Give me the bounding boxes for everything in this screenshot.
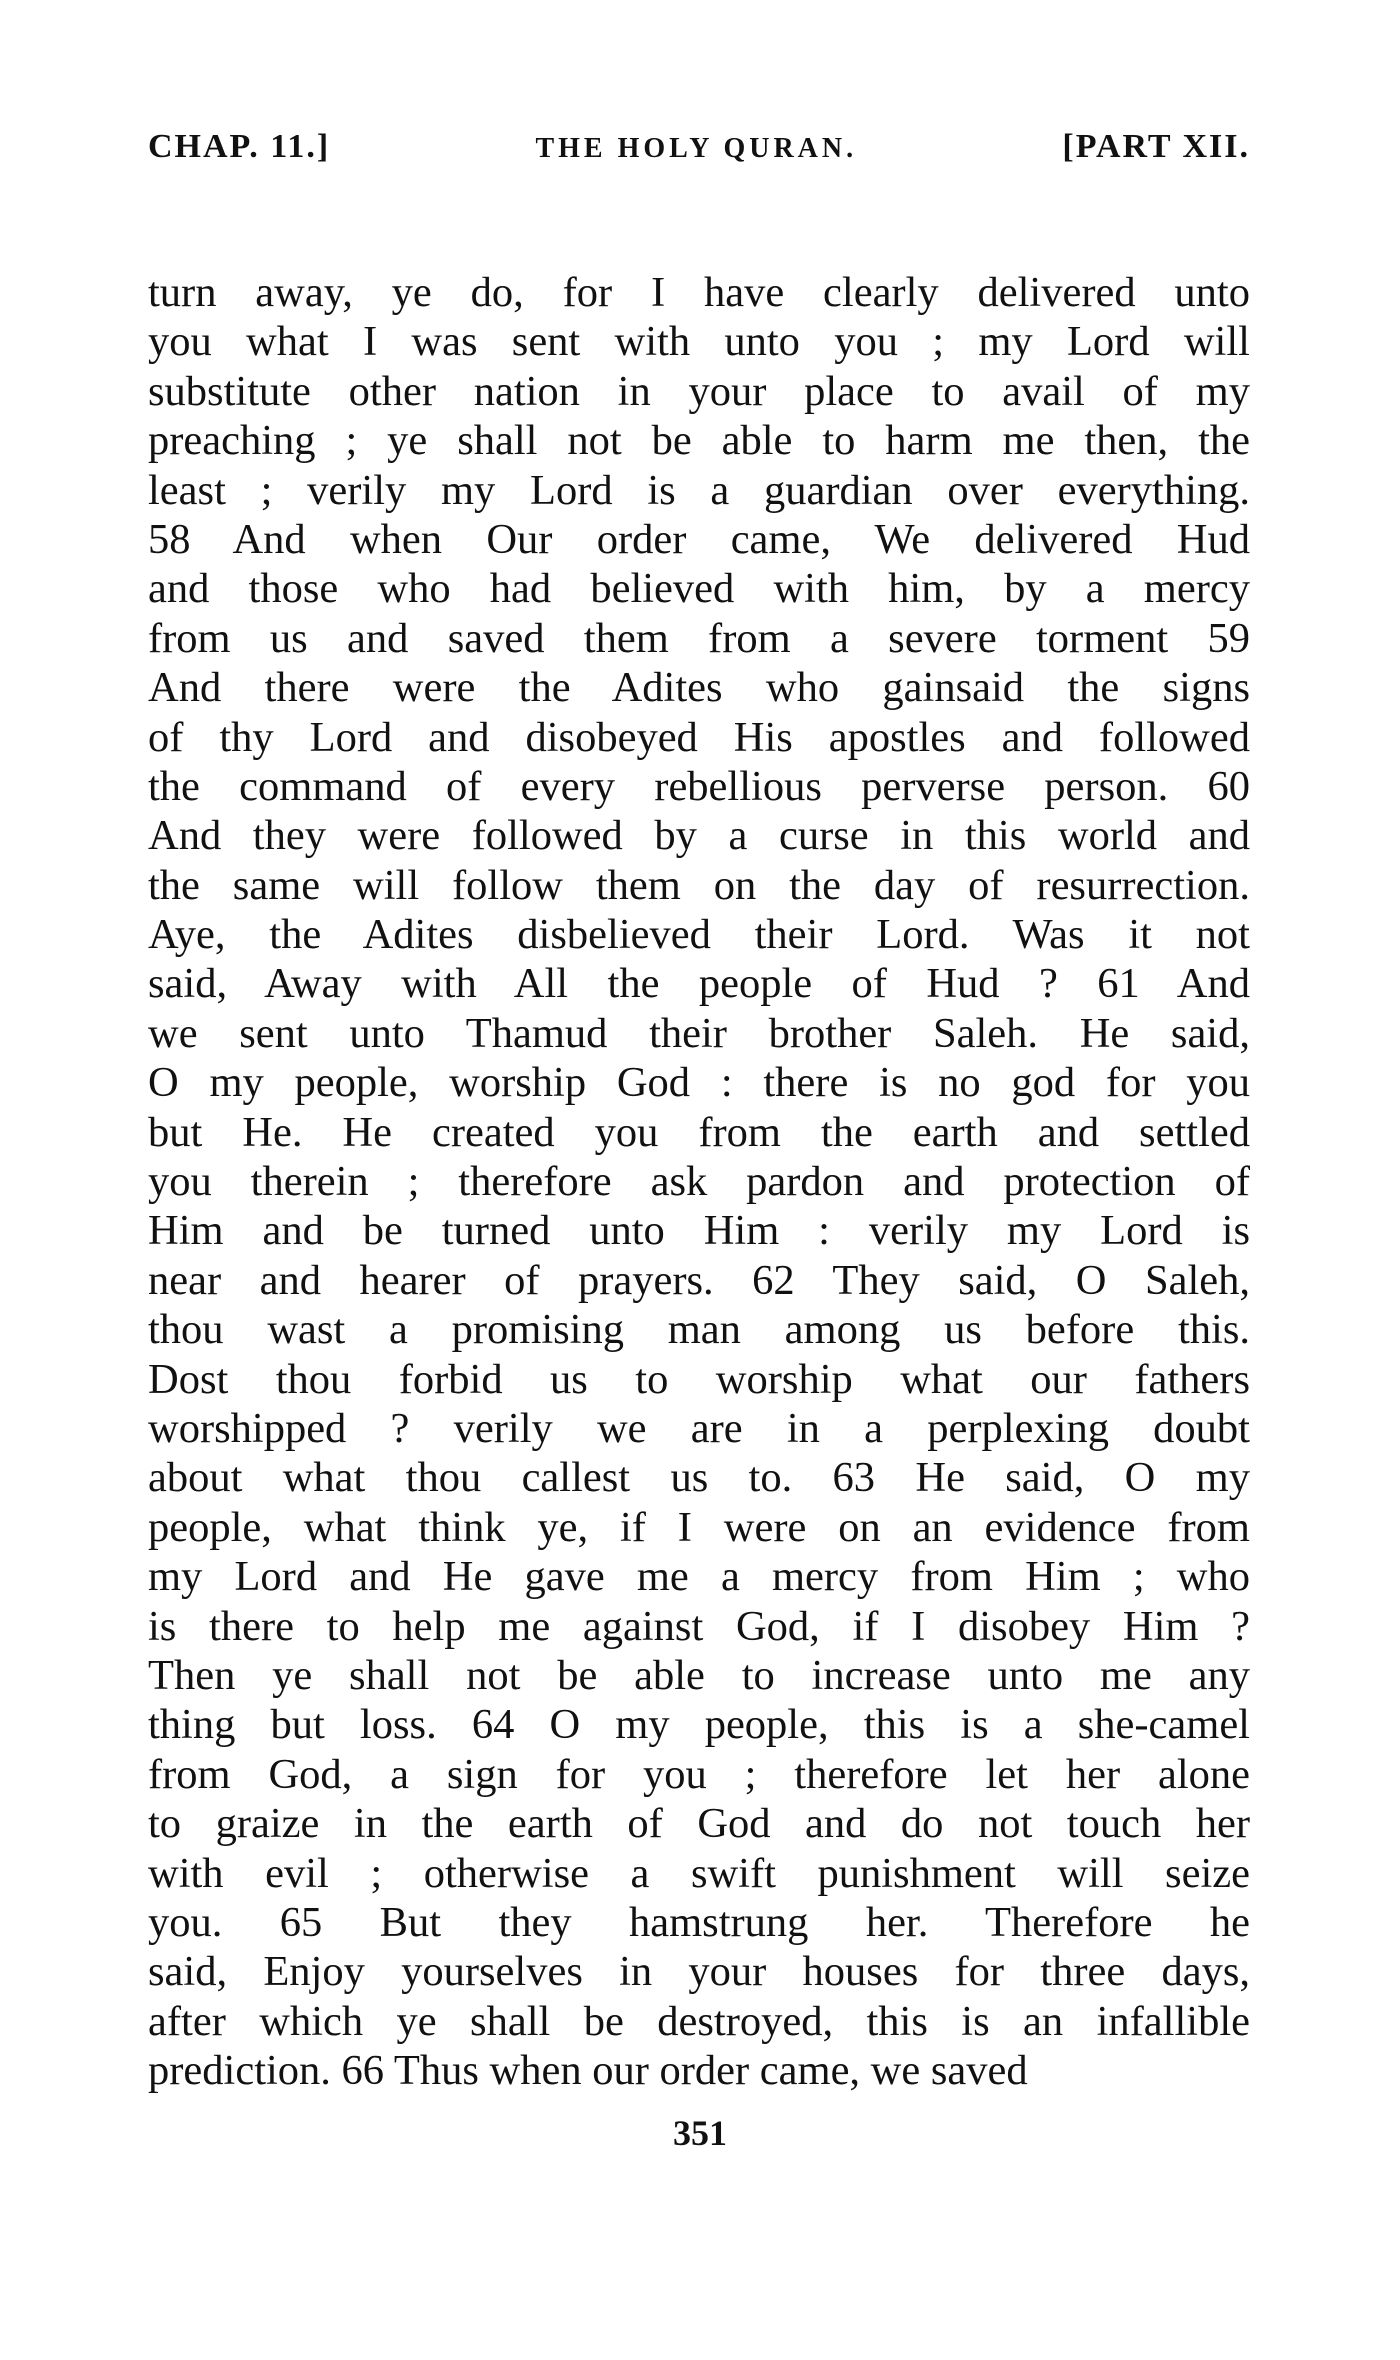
text-line: you. 65 But they hamstrung her. Therefore he: [148, 1898, 1250, 1946]
text-line: the same will follow them on the day of resurrection.: [148, 861, 1250, 909]
text-line: preaching ; ye shall not be able to harm me then, the: [148, 417, 1250, 465]
text-line: And they were followed by a curse in this world and: [148, 812, 1250, 860]
text-line: And there were the Adites who gainsaid the signs: [148, 664, 1250, 712]
text-line: my Lord and He gave me a mercy from Him ; who: [148, 1553, 1250, 1601]
text-line: you therein ; therefore ask pardon and protection of: [148, 1158, 1250, 1206]
text-line: least ; verily my Lord is a guardian over everything.: [148, 466, 1250, 514]
running-header: [148, 128, 1250, 166]
text-line: Him and be turned unto Him : verily my Lord is: [148, 1207, 1250, 1255]
text-line: of thy Lord and disobeyed His apostles and followed: [148, 713, 1250, 761]
text-line: thing but loss. 64 O my people, this is a she-camel: [148, 1701, 1250, 1749]
header-chapter: CHAP. 11.]: [148, 128, 331, 165]
text-line: after which ye shall be destroyed, this is an infallible: [148, 1997, 1250, 2045]
text-line: the command of every rebellious perverse person. 60: [148, 762, 1250, 810]
header-part: [PART XII.: [1062, 128, 1250, 165]
text-line: from us and saved them from a severe torment 59: [148, 614, 1250, 662]
text-line: Aye, the Adites disbelieved their Lord. Was it not: [148, 911, 1250, 959]
text-line: Then ye shall not be able to increase unto me any: [148, 1651, 1250, 1699]
text-line: but He. He created you from the earth and settled: [148, 1108, 1250, 1156]
body-text: [148, 268, 1250, 2095]
text-line: and those who had believed with him, by a mercy: [148, 565, 1250, 613]
text-line: Dost thou forbid us to worship what our fathers: [148, 1355, 1250, 1403]
text-line: near and hearer of prayers. 62 They said, O Saleh,: [148, 1256, 1250, 1304]
text-line: thou wast a promising man among us before this.: [148, 1306, 1250, 1354]
text-line: with evil ; otherwise a swift punishment will seize: [148, 1849, 1250, 1897]
text-line: 58 And when Our order came, We delivered Hud: [148, 515, 1250, 563]
text-line: said, Away with All the people of Hud ? 61 And: [148, 960, 1250, 1008]
header-title: THE HOLY QURAN.: [535, 133, 858, 164]
text-line: you what I was sent with unto you ; my Lord will: [148, 318, 1250, 366]
text-line: said, Enjoy yourselves in your houses for three days,: [148, 1948, 1250, 1996]
text-line: worshipped ? verily we are in a perplexing doubt: [148, 1404, 1250, 1452]
text-line: O my people, worship God : there is no god for you: [148, 1059, 1250, 1107]
text-line: about what thou callest us to. 63 He said, O my: [148, 1454, 1250, 1502]
text-line: people, what think ye, if I were on an evidence from: [148, 1503, 1250, 1551]
text-line: is there to help me against God, if I disobey Him ?: [148, 1602, 1250, 1650]
text-line: prediction. 66 Thus when our order came, we saved: [148, 2047, 1028, 2095]
text-line: turn away, ye do, for I have clearly delivered unto: [148, 269, 1250, 316]
text-line: we sent unto Thamud their brother Saleh. He said,: [148, 1009, 1250, 1057]
text-line: from God, a sign for you ; therefore let her alone: [148, 1750, 1250, 1798]
text-line: to graize in the earth of God and do not touch her: [148, 1800, 1250, 1848]
text-line: substitute other nation in your place to avail of my: [148, 367, 1250, 415]
page-number: 351: [673, 2113, 727, 2153]
